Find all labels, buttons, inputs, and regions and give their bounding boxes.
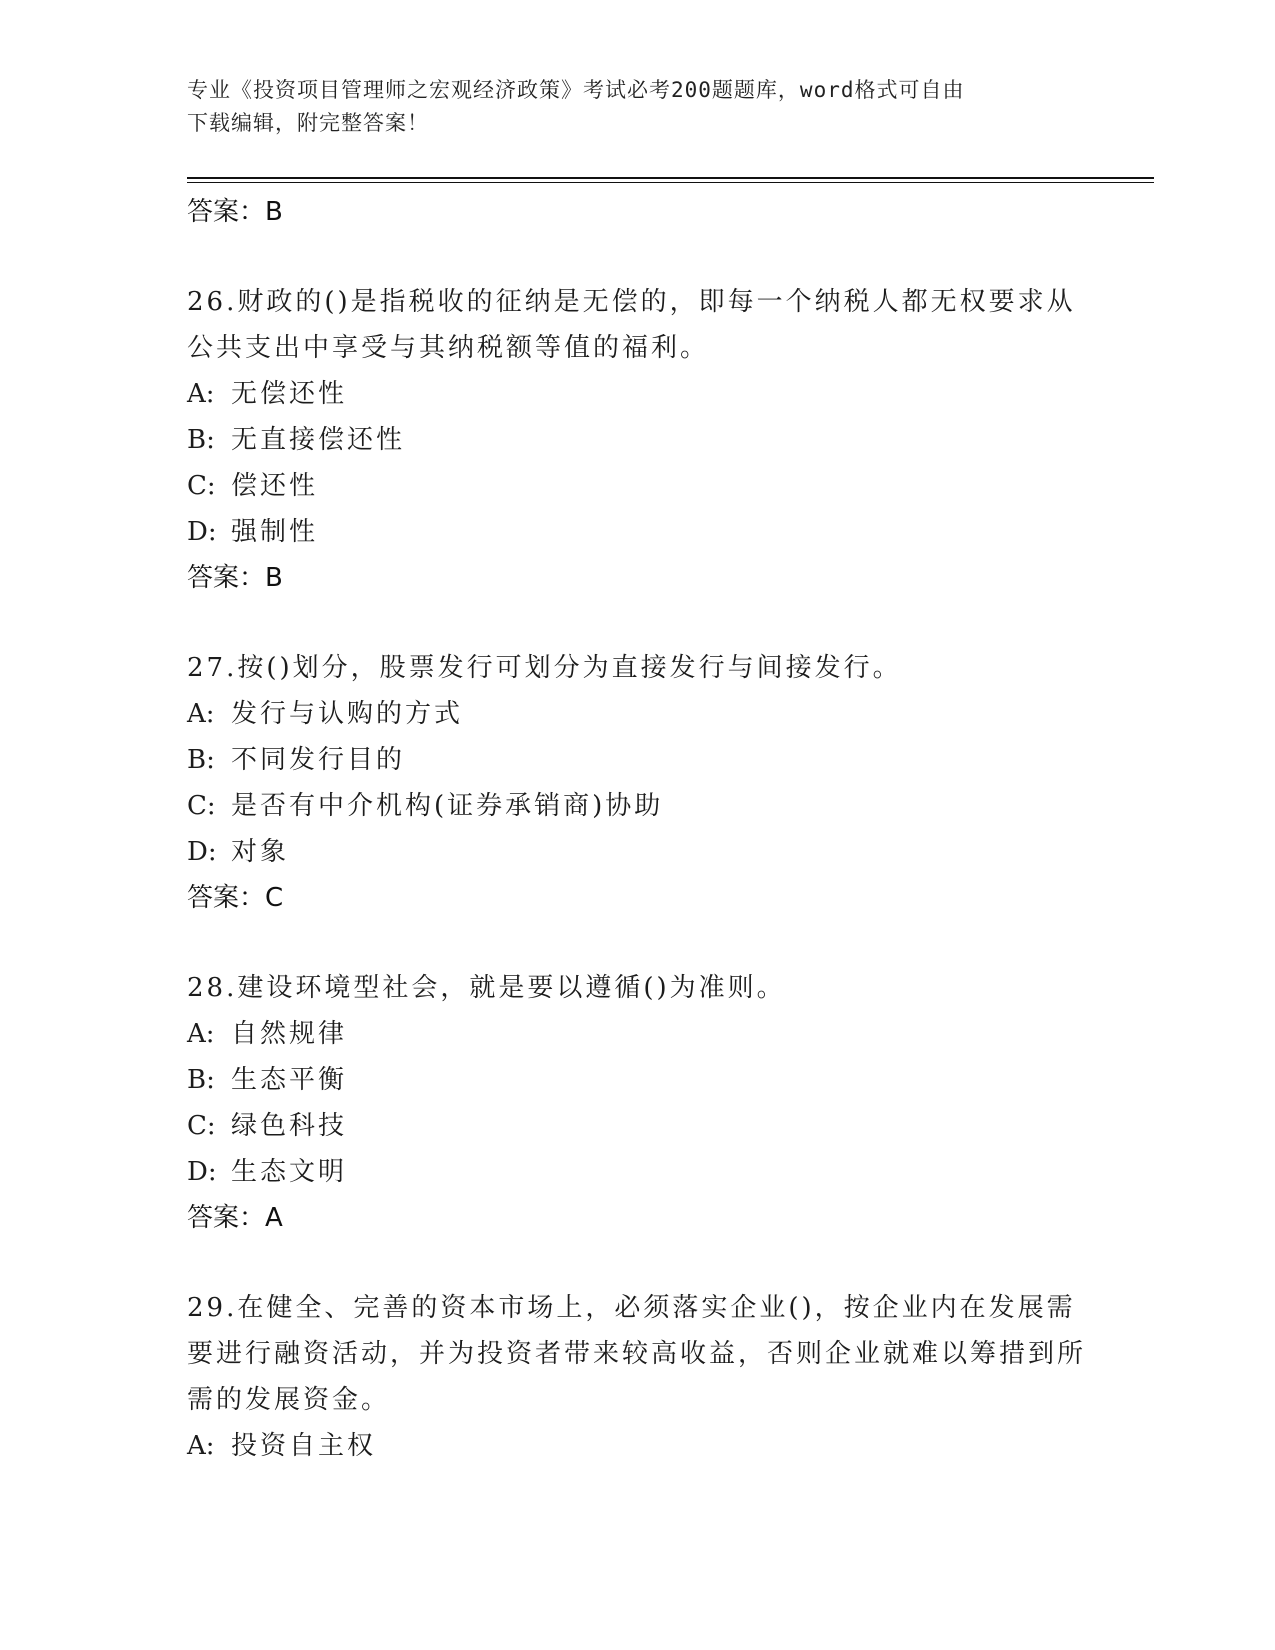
question-stem: 27.按()划分，股票发行可划分为直接发行与间接发行。 bbox=[187, 653, 902, 683]
answer-line: 答案：B bbox=[187, 563, 283, 593]
option-text: 无直接偿还性 bbox=[231, 425, 406, 455]
question-stem: 28.建设环境型社会，就是要以遵循()为准则。 bbox=[187, 973, 786, 1003]
question-29 bbox=[187, 1285, 1087, 1469]
header-line-1: 专业《投资项目管理师之宏观经济政策》考试必考200题题库，word格式可自由 bbox=[187, 78, 965, 102]
option-key: A: bbox=[187, 1019, 215, 1049]
question-stem: 26.财政的()是指税收的征纳是无偿的，即每一个纳税人都无权要求从公共支出中享受与其纳税额等值的福利。 bbox=[187, 287, 1076, 363]
option-c bbox=[187, 463, 1087, 509]
previous-answer: 答案：B bbox=[187, 197, 283, 227]
option-a bbox=[187, 691, 1087, 737]
option-key: C: bbox=[187, 791, 216, 821]
option-text: 不同发行目的 bbox=[231, 745, 406, 775]
option-text: 投资自主权 bbox=[231, 1431, 377, 1461]
header-line-2: 下载编辑，附完整答案！ bbox=[187, 111, 429, 135]
option-b bbox=[187, 737, 1087, 783]
option-a bbox=[187, 1423, 1087, 1469]
option-text: 是否有中介机构(证券承销商)协助 bbox=[231, 791, 664, 821]
option-text: 偿还性 bbox=[231, 471, 319, 501]
option-key: B: bbox=[187, 1065, 215, 1095]
option-text: 绿色科技 bbox=[231, 1111, 348, 1141]
question-list bbox=[187, 189, 1087, 1469]
document-header bbox=[187, 74, 1087, 140]
option-text: 发行与认购的方式 bbox=[231, 699, 464, 729]
option-d bbox=[187, 829, 1087, 875]
option-text: 生态平衡 bbox=[231, 1065, 348, 1095]
option-key: B: bbox=[187, 745, 215, 775]
option-key: C: bbox=[187, 1111, 216, 1141]
option-key: C: bbox=[187, 471, 216, 501]
option-a bbox=[187, 1011, 1087, 1057]
question-26 bbox=[187, 279, 1087, 601]
header-divider-thin bbox=[187, 182, 1154, 183]
option-key: B: bbox=[187, 425, 215, 455]
option-key: A: bbox=[187, 1431, 215, 1461]
option-text: 无偿还性 bbox=[231, 379, 348, 409]
option-c bbox=[187, 1103, 1087, 1149]
option-key: A: bbox=[187, 379, 215, 409]
option-text: 强制性 bbox=[231, 517, 319, 547]
question-27 bbox=[187, 645, 1087, 921]
option-d bbox=[187, 1149, 1087, 1195]
option-key: A: bbox=[187, 699, 215, 729]
question-stem: 29.在健全、完善的资本市场上，必须落实企业()，按企业内在发展需要进行融资活动，并为投资者带来较高收益，否则企业就难以筹措到所需的发展资金。 bbox=[187, 1293, 1087, 1415]
option-d bbox=[187, 509, 1087, 555]
option-key: D: bbox=[187, 517, 217, 547]
question-28 bbox=[187, 965, 1087, 1241]
option-b bbox=[187, 417, 1087, 463]
option-b bbox=[187, 1057, 1087, 1103]
answer-line: 答案：A bbox=[187, 1203, 283, 1233]
option-text: 生态文明 bbox=[231, 1157, 348, 1187]
option-c bbox=[187, 783, 1087, 829]
option-text: 自然规律 bbox=[231, 1019, 348, 1049]
option-text: 对象 bbox=[231, 837, 290, 867]
option-a bbox=[187, 371, 1087, 417]
header-divider-thick bbox=[187, 177, 1154, 179]
option-key: D: bbox=[187, 1157, 217, 1187]
answer-line: 答案：C bbox=[187, 883, 284, 913]
option-key: D: bbox=[187, 837, 217, 867]
